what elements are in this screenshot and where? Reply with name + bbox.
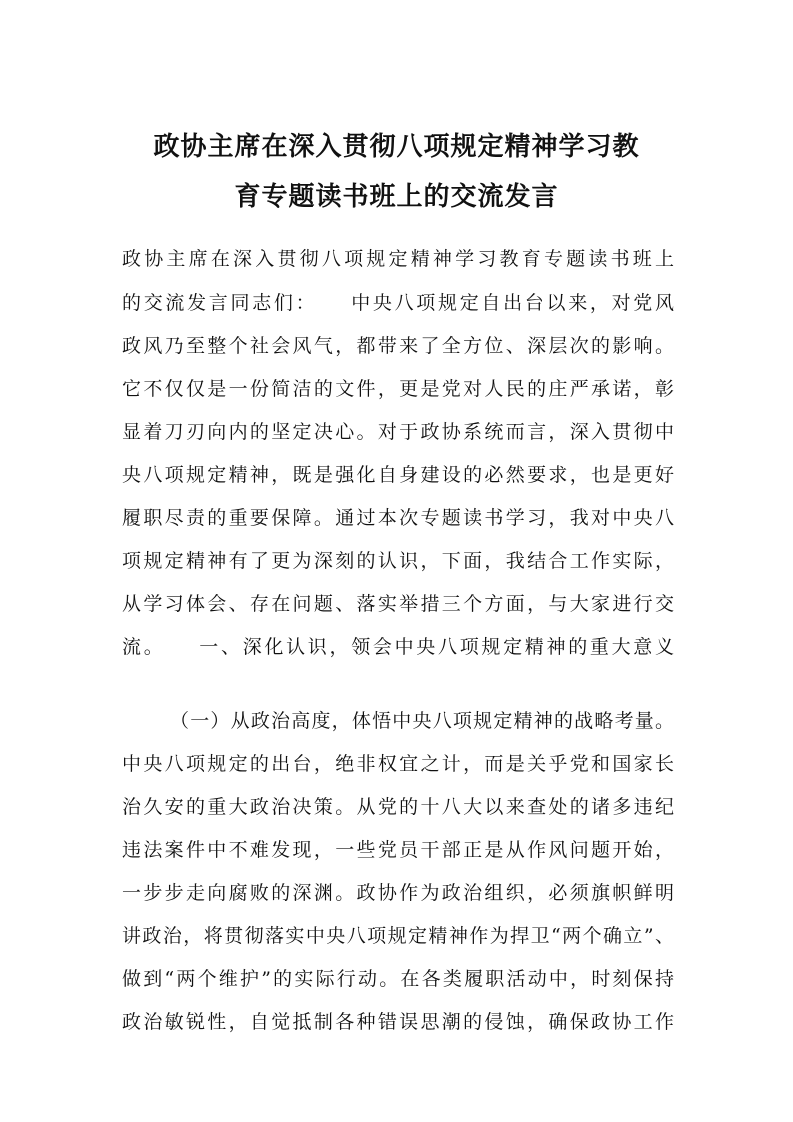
body-line-16: 讲政治，将贯彻落实中央八项规定精神作为捍卫“两个确立”、 (122, 925, 674, 947)
body-line-3: 政风乃至整个社会风气，都带来了全方位、深层次的影响。 (122, 335, 674, 357)
body-line-2: 的交流发言同志们： 中央八项规定自出台以来，对党风 (122, 292, 674, 314)
body-line-8: 项规定精神有了更为深刻的认识，下面，我结合工作实际， (122, 550, 674, 572)
body-line-5: 显着刀刃向内的坚定决心。对于政协系统而言，深入贯彻中 (122, 421, 674, 443)
body-line-10: 流。 一、深化认识，领会中央八项规定精神的重大意义 (122, 636, 674, 658)
body-line-13: 治久安的重大政治决策。从党的十八大以来查处的诸多违纪 (122, 796, 674, 818)
document-title (100, 122, 693, 222)
body-line-18: 政治敏锐性，自觉抵制各种错误思潮的侵蚀，确保政协工作 (122, 1011, 674, 1033)
body-line-11: （一）从政治高度，体悟中央八项规定精神的战略考量。 (170, 710, 674, 732)
body-line-12: 中央八项规定的出台，绝非权宜之计，而是关乎党和国家长 (122, 753, 674, 775)
body-line-15: 一步步走向腐败的深渊。政协作为政治组织，必须旗帜鲜明 (122, 882, 674, 904)
title-line-1: 政协主席在深入贯彻八项规定精神学习教 (153, 132, 640, 162)
body-line-6: 央八项规定精神，既是强化自身建设的必然要求，也是更好 (122, 464, 674, 486)
title-line-2: 育专题读书班上的交流发言 (234, 182, 559, 212)
body-line-7: 履职尽责的重要保障。通过本次专题读书学习，我对中央八 (122, 507, 674, 529)
body-line-17: 做到“两个维护”的实际行动。在各类履职活动中，时刻保持 (122, 968, 674, 990)
body-line-9: 从学习体会、存在问题、落实举措三个方面，与大家进行交 (122, 593, 674, 615)
body-line-4: 它不仅仅是一份简洁的文件，更是党对人民的庄严承诺，彰 (122, 378, 674, 400)
body-line-1: 政协主席在深入贯彻八项规定精神学习教育专题读书班上 (122, 248, 674, 270)
body-line-14: 违法案件中不难发现，一些党员干部正是从作风问题开始， (122, 839, 674, 861)
